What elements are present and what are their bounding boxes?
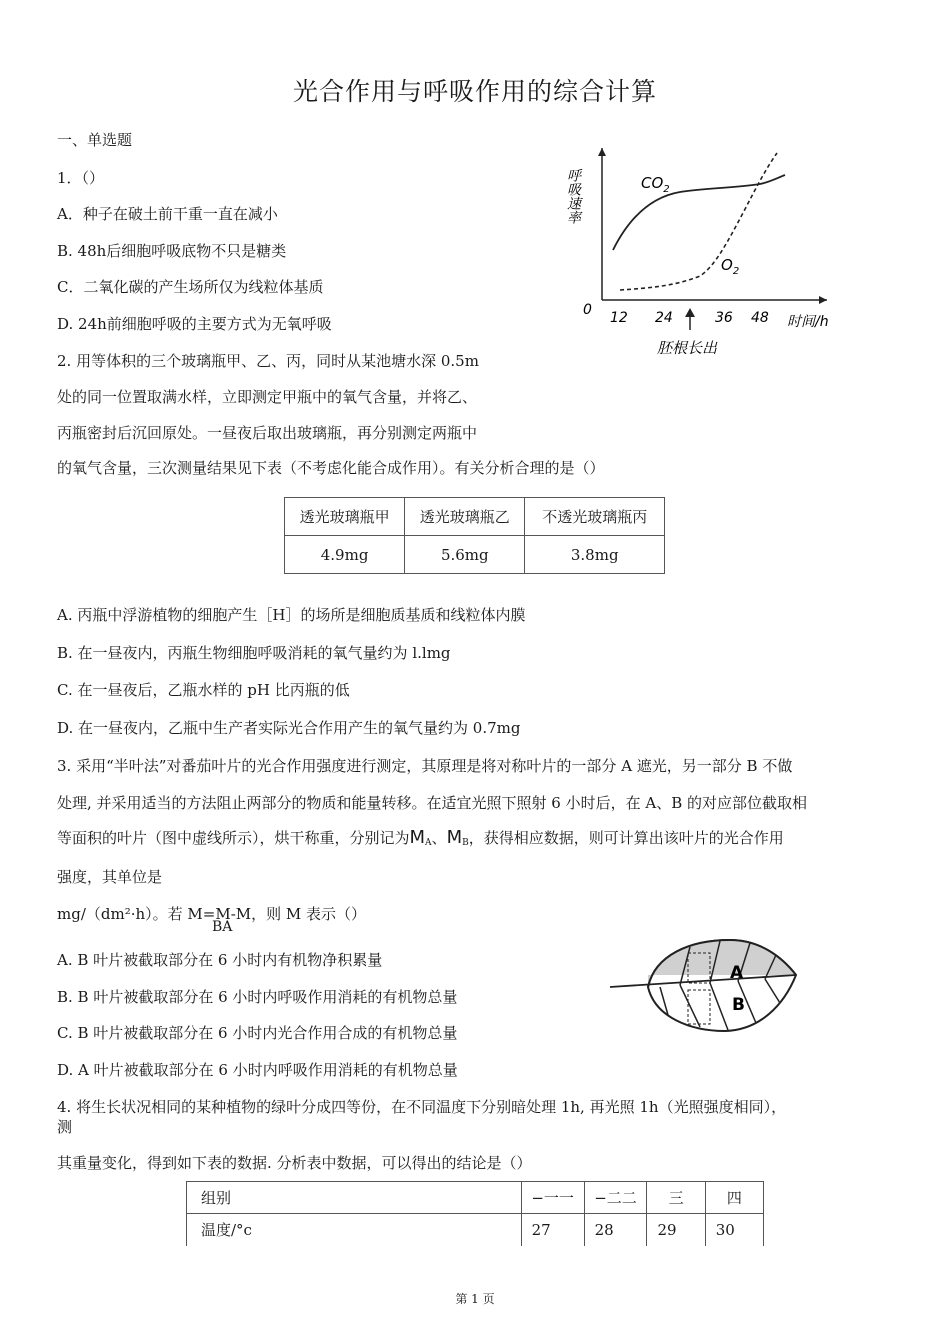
y-axis-label: 呼吸速率 (565, 168, 581, 224)
table-cell: 30 (705, 1214, 763, 1246)
q3-option-b: B. B 叶片被截取部分在 6 小时内呼吸作用消耗的有机物总量 (57, 988, 458, 1006)
q1-option-c: C．二氧化碳的产生场所仅为线粒体基质 (57, 278, 324, 296)
leaf-figure (610, 935, 805, 1035)
q1-option-b: B. 48h后细胞呼吸底物不只是糖类 (57, 242, 287, 260)
q4-line-2: 其重量变化，得到如下表的数据. 分析表中数据，可以得出的结论是（） (57, 1154, 532, 1172)
co2-curve (613, 175, 785, 250)
table-cell: 温度/°c (187, 1214, 522, 1246)
tick-12: 12 (610, 310, 628, 326)
tick-24: 24 (655, 310, 673, 326)
origin-label: 0 (583, 302, 592, 318)
co2-label: $CO_2$ (641, 174, 670, 195)
page-title: 光合作用与呼吸作用的综合计算 (292, 77, 657, 106)
q2-line-2: 处的同一位置取满水样，立即测定甲瓶中的氧气含量，并将乙、 (57, 388, 478, 406)
q4-line-1: 4. 将生长状况相同的某种植物的绿叶分成四等份，在不同温度下分别暗处理 1h, 再光照 1h（光照强度相同）， (57, 1098, 787, 1116)
table-cell: 3.8mg (525, 536, 665, 574)
q2-line-3: 丙瓶密封后沉回原处。一昼夜后取出玻璃瓶，再分别测定两瓶中 (57, 424, 478, 442)
q3-line-3: 等面积的叶片（图中虚线所示），烘干称重，分别记为$M_A$、$M_B$，获得相应数据，则可计算出该叶片的光合作用 (57, 827, 784, 848)
y-axis-arrow (598, 148, 606, 156)
respiration-figure (565, 148, 855, 363)
table-cell: −二二 (584, 1182, 647, 1214)
root-arrow-head (685, 308, 695, 317)
table-cell: 四 (705, 1182, 763, 1214)
table-cell: −一一 (521, 1182, 584, 1214)
table-cell: 组别 (187, 1182, 522, 1214)
oxygen-table (284, 497, 665, 574)
q2-line-4: 的氧气含量，三次测量结果见下表（不考虑化能合成作用）。有关分析合理的是（） (57, 459, 605, 477)
leaf-label-a: A (730, 963, 744, 983)
q3-option-a: A. B 叶片被截取部分在 6 小时内有机物净积累量 (57, 951, 383, 969)
temperature-table (186, 1181, 764, 1246)
q3-line-4: 强度，其单位是 (57, 868, 163, 886)
root-label: 胚根长出 (657, 339, 718, 357)
ma-symbol: M (409, 827, 426, 848)
leaf-label-b: B (732, 995, 745, 1015)
q2-option-d: D. 在一昼夜内，乙瓶中生产者实际光合作用产生的氧气量约为 0.7mg (57, 719, 521, 737)
section-heading: 一、单选题 (57, 131, 133, 149)
q2-option-b: B. 在一昼夜内，丙瓶生物细胞呼吸消耗的氧气量约为 l.lmg (57, 644, 451, 662)
table-cell: 28 (584, 1214, 647, 1246)
q3-option-c: C. B 叶片被截取部分在 6 小时内光合作用合成的有机物总量 (57, 1024, 458, 1042)
table-cell: 4.9mg (285, 536, 405, 574)
q3-line-2: 处理, 并采用适当的方法阻止两部分的物质和能量转移。在适宜光照下照射 6 小时后，在 A、B 的对应部位截取相 (57, 794, 808, 812)
x-axis-arrow (819, 296, 827, 304)
table-cell: 5.6mg (405, 536, 525, 574)
x-axis-label: 时间/h (787, 314, 829, 330)
q1-option-a: A．种子在破土前干重一直在减小 (57, 205, 278, 223)
q1-option-d: D. 24h前细胞呼吸的主要方式为无氧呼吸 (57, 315, 332, 333)
tick-48: 48 (751, 310, 769, 326)
table-header: 不透光玻璃瓶丙 (525, 498, 665, 536)
q3-line-5: mg/（dm²·h）。若 M=M-M，则 M 表示（） (57, 905, 367, 923)
o2-label: $O_2$ (721, 256, 740, 277)
q2-option-c: C. 在一昼夜后，乙瓶水样的 pH 比丙瓶的低 (57, 681, 350, 699)
mb-symbol: M (446, 827, 463, 848)
q1-stem: 1．（） (57, 169, 105, 187)
page-footer: 第 1 页 (455, 1292, 495, 1306)
q2-option-a: A. 丙瓶中浮游植物的细胞产生［H］的场所是细胞质基质和线粒体内膜 (57, 606, 526, 624)
q3-subscript: BA (212, 919, 233, 935)
tick-36: 36 (715, 310, 733, 326)
q3-option-d: D. A 叶片被截取部分在 6 小时内呼吸作用消耗的有机物总量 (57, 1061, 458, 1079)
table-cell: 29 (647, 1214, 705, 1246)
q2-line-1: 2. 用等体积的三个玻璃瓶甲、乙、丙，同时从某池塘水深 0.5m (57, 352, 479, 370)
q3-line-1: 3. 采用“半叶法”对番茄叶片的光合作用强度进行测定，其原理是将对称叶片的一部分 A 遮光，另一部分 B 不做 (57, 757, 793, 775)
table-cell: 27 (521, 1214, 584, 1246)
q4-line-1b: 测 (57, 1118, 73, 1136)
table-cell: 三 (647, 1182, 705, 1214)
table-header: 透光玻璃瓶甲 (285, 498, 405, 536)
table-header: 透光玻璃瓶乙 (405, 498, 525, 536)
